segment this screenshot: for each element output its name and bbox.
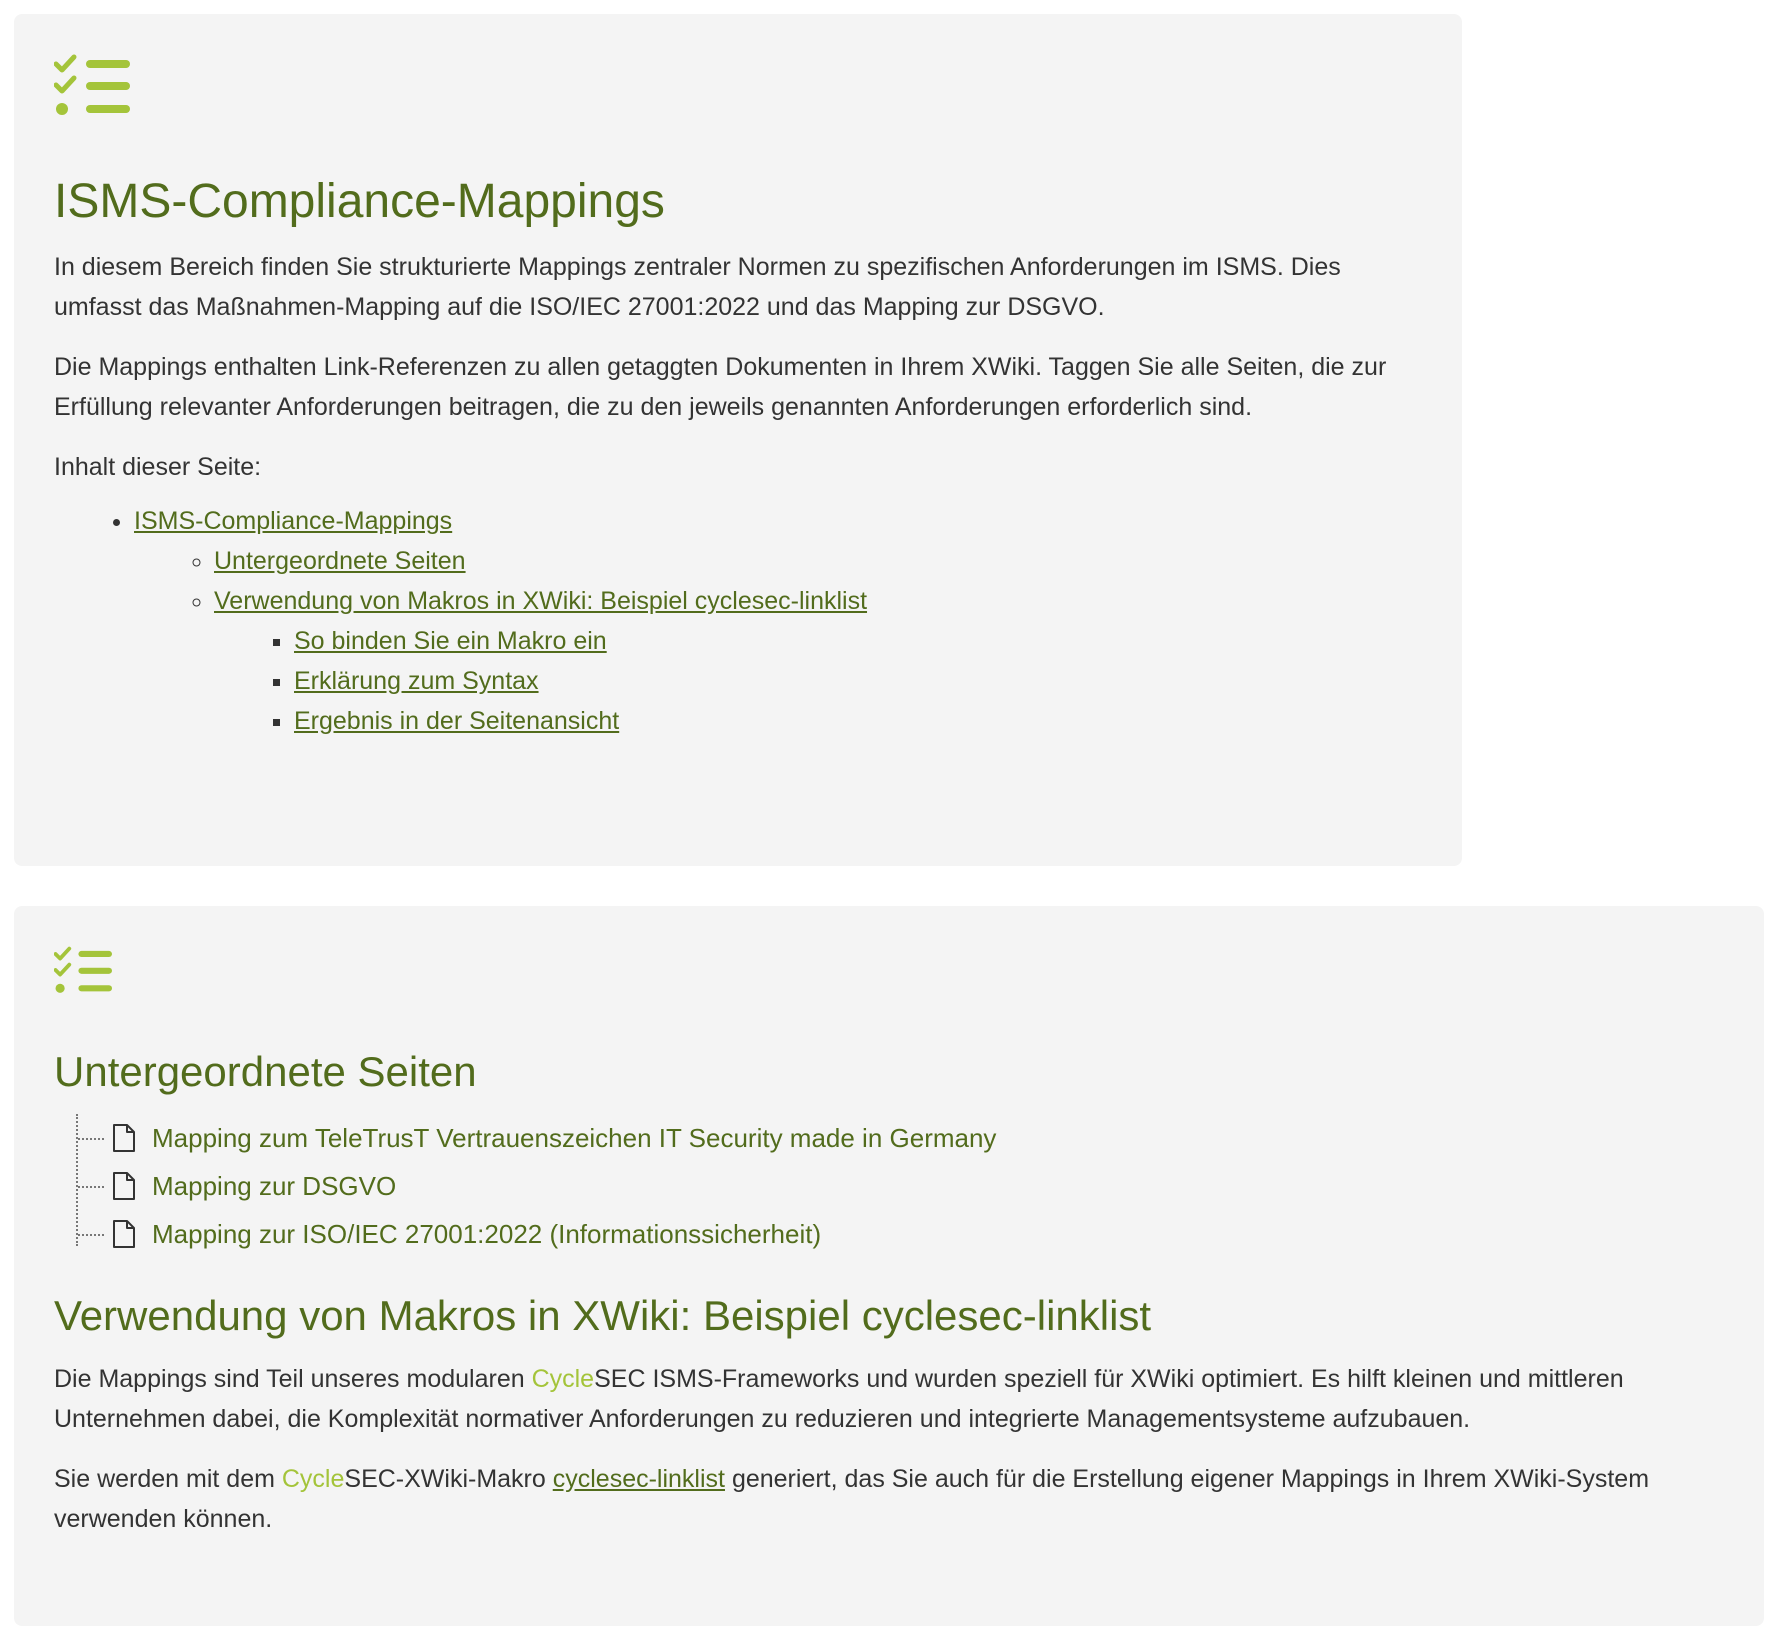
macro-paragraph xyxy=(54,1459,1724,1539)
text-segment: Sie werden mit dem xyxy=(54,1464,282,1493)
subpage-link-teletrust[interactable]: Mapping zum TeleTrusT Vertrauenszeichen IT Security made in Germany xyxy=(152,1122,997,1153)
tree-item[interactable] xyxy=(76,1210,1724,1258)
subpage-link-dsgvo[interactable]: Mapping zur DSGVO xyxy=(152,1170,397,1201)
toc-link-compliance-mappings[interactable]: ISMS-Compliance-Mappings xyxy=(134,506,453,535)
toc-item xyxy=(214,581,1422,741)
document-icon xyxy=(112,1172,136,1200)
tagging-paragraph: Die Mappings enthalten Link-Referenzen zu allen getaggten Dokumenten in Ihrem XWiki. Taggen Sie alle Seiten, die zur Erfüllung relevanter Anforderungen beitragen, die zu den jeweils genannten Anforderungen erforderlich sind. xyxy=(54,352,1387,421)
document-icon xyxy=(112,1220,136,1248)
text-segment: SEC-XWiki-Makro xyxy=(344,1464,553,1493)
toc-item xyxy=(294,661,1422,701)
text-segment: SEC ISMS-Frameworks und wurden speziell für XWiki optimiert. Es hilft kleinen und mittleren Unternehmen dabei, die Komplexität normativer Anforderungen zu reduzieren und integrierte Managementsysteme aufzubauen. xyxy=(54,1364,1624,1433)
tree-branch xyxy=(78,1186,104,1188)
cycle-brand-text: Cycle xyxy=(531,1364,595,1393)
macro-heading: Verwendung von Makros in XWiki: Beispiel cyclesec-linklist xyxy=(54,1292,1152,1340)
toc-link-makro-einbinden[interactable]: So binden Sie ein Makro ein xyxy=(294,626,607,655)
toc-link-untergeordnete-seiten[interactable]: Untergeordnete Seiten xyxy=(214,546,466,575)
text-segment: generiert, das Sie auch für die Erstellung eigener Mappings in Ihrem XWiki-System verwenden können. xyxy=(54,1464,1650,1533)
intro-paragraph: In diesem Bereich finden Sie strukturierte Mappings zentraler Normen zu spezifischen Anforderungen im ISMS. Dies umfasst das Maßnahmen-Mapping auf die ISO/IEC 27001:2022 und das Mapping zur DSGVO. xyxy=(54,252,1341,321)
table-of-contents xyxy=(54,501,1422,741)
checklist-icon xyxy=(54,946,112,994)
subpages-heading: Untergeordnete Seiten xyxy=(54,1048,477,1095)
compliance-mappings-card xyxy=(14,14,1462,866)
tree-branch xyxy=(78,1234,104,1236)
subpage-tree xyxy=(76,1114,1724,1258)
checklist-icon xyxy=(54,54,130,116)
toc-link-syntax[interactable]: Erklärung zum Syntax xyxy=(294,666,539,695)
subpages-card xyxy=(14,906,1764,1626)
tree-branch xyxy=(78,1138,104,1140)
text-segment: Die Mappings sind Teil unseres modularen xyxy=(54,1364,532,1393)
toc-item xyxy=(294,701,1422,741)
cycle-brand-text: Cycle xyxy=(281,1464,345,1493)
toc-item xyxy=(134,501,1422,741)
tree-item[interactable] xyxy=(76,1162,1724,1210)
page-title: ISMS-Compliance-Mappings xyxy=(54,175,665,228)
subpage-link-iso27001[interactable]: Mapping zur ISO/IEC 27001:2022 (Informationssicherheit) xyxy=(152,1218,822,1249)
toc-link-ergebnis[interactable]: Ergebnis in der Seitenansicht xyxy=(294,706,620,735)
toc-item xyxy=(294,621,1422,661)
frameworks-paragraph xyxy=(54,1359,1724,1439)
tree-item[interactable] xyxy=(76,1114,1724,1162)
toc-label: Inhalt dieser Seite: xyxy=(54,452,262,481)
toc-link-makros[interactable]: Verwendung von Makros in XWiki: Beispiel cyclesec-linklist xyxy=(214,586,868,615)
cyclesec-linklist-link[interactable]: cyclesec-linklist xyxy=(552,1464,725,1493)
document-icon xyxy=(112,1124,136,1152)
toc-item xyxy=(214,541,1422,581)
